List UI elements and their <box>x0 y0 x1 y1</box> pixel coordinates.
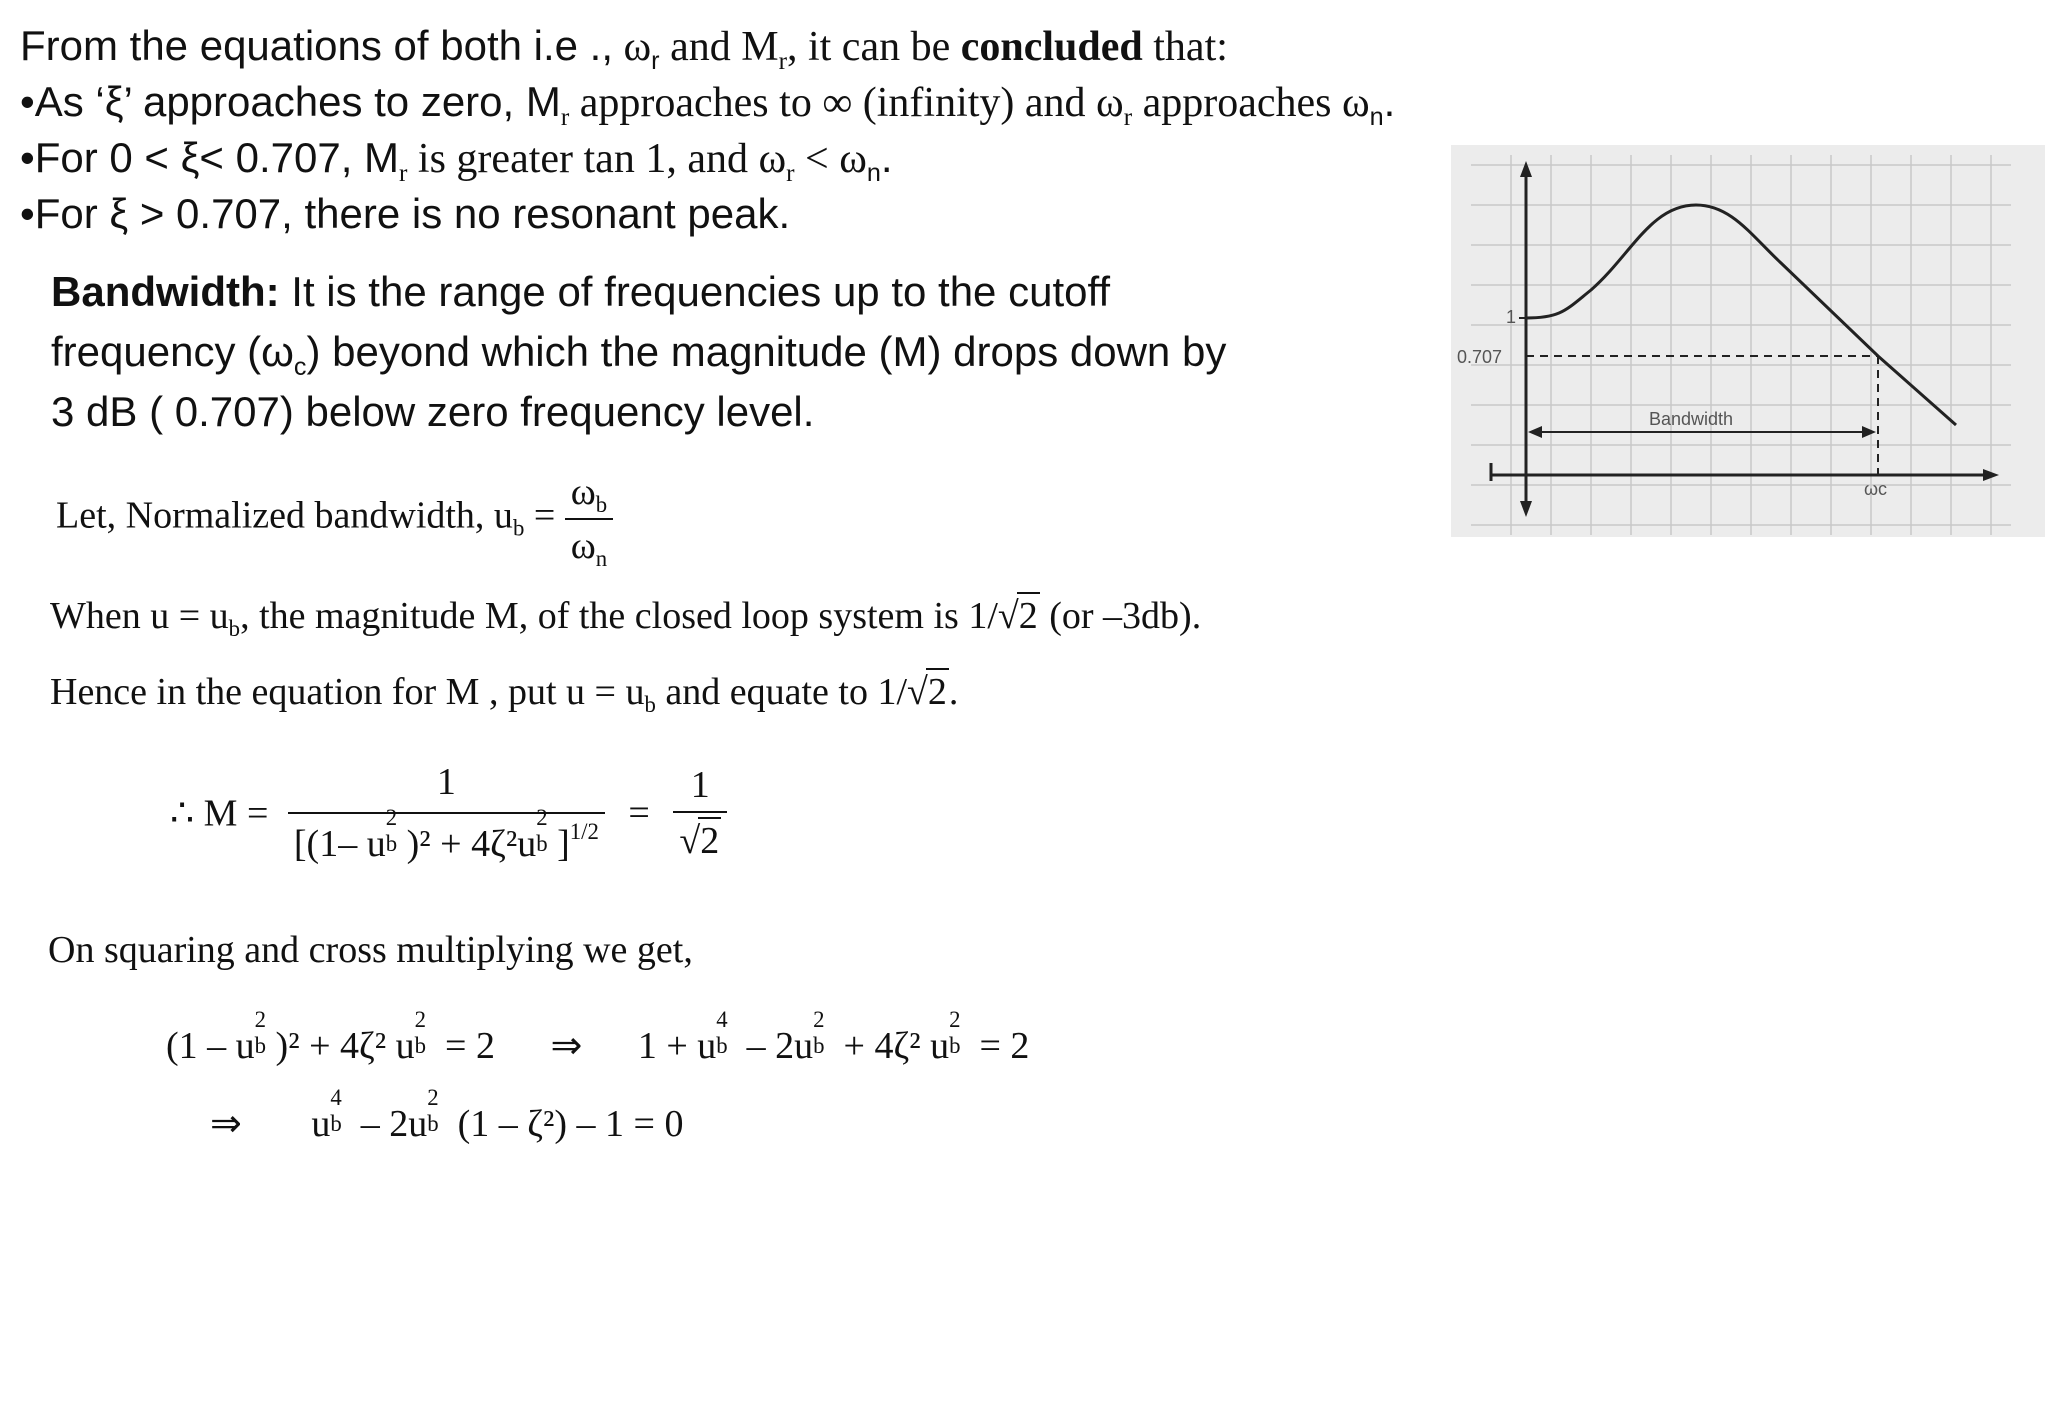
hence-text-b: and equate to 1/ <box>665 671 908 713</box>
subscript-r: r <box>786 159 795 187</box>
and-text: and <box>670 24 731 70</box>
let-text: Let, Normalized bandwidth, u <box>56 494 513 537</box>
hence-line: Hence in the equation for M , put $u = u_b$ and equate to 1/√2. <box>50 668 958 714</box>
period: . <box>880 134 893 181</box>
omega-symbol: ω <box>758 136 787 182</box>
m-equation <box>170 760 727 866</box>
final-equation: ⇒ u 4 b – 2u 2 b (1 – ζ²) – 1 = 0 <box>210 1085 684 1145</box>
bullet-2-c: < ω <box>805 136 867 182</box>
bullet-3: •For ξ > 0.707, there is no resonant peak. <box>20 190 791 237</box>
bandwidth-term: Bandwidth: <box>51 268 280 315</box>
m-numerator: 1 <box>288 760 605 814</box>
implies-arrow: ⇒ <box>210 1103 242 1145</box>
hence-text-c: . <box>948 671 959 713</box>
subscript-n: n <box>1369 102 1384 131</box>
sqrt2-numerator: 1 <box>673 763 727 813</box>
squaring-line: On squaring and cross multiplying we get, <box>48 929 693 971</box>
when-line: When $u = u_b$, the magnitude M, of the closed loop system is 1/√2 (or –3db). <box>50 592 1201 638</box>
implies-arrow: ⇒ <box>550 1025 583 1067</box>
sqrt2-denominator: √2 <box>673 813 727 863</box>
bullet-2-a: •For 0 < ξ< 0.707, M <box>20 134 400 181</box>
bandwidth-arrow-right <box>1862 426 1876 438</box>
subscript-r: r <box>560 103 570 131</box>
omega-symbol: ω <box>623 24 652 70</box>
intro-text: From the equations of both i.e ., <box>20 22 614 69</box>
when-text-b: , the magnitude M, of the closed loop system is 1/ <box>240 595 998 637</box>
concluded-bold: concluded <box>960 24 1143 70</box>
subscript-b: b <box>644 691 656 717</box>
bullet-2 <box>20 134 893 187</box>
equals-sign: = <box>628 792 650 834</box>
ub-numerator: $\omega_b$ <box>565 470 613 520</box>
bandwidth-line-2 <box>51 328 1227 381</box>
bullet-1-c: approaches ω <box>1142 80 1370 126</box>
bullet-2-b: is greater tan 1, and <box>417 136 748 182</box>
subscript-r: r <box>651 46 660 75</box>
sqrt2-fraction <box>673 763 727 863</box>
half-exponent: 1/2 <box>569 818 599 844</box>
bandwidth-line-1 <box>51 268 1110 316</box>
bandwidth-text-2b: ) beyond which the magnitude (M) drops down by <box>306 328 1227 375</box>
therefore-m: ∴ M = <box>170 792 269 835</box>
ub-fraction <box>565 470 613 571</box>
bandwidth-graph-svg <box>1451 145 2045 537</box>
bullet-1 <box>20 78 1396 131</box>
bullet-1-b: approaches to ∞ (infinity) and ω <box>579 80 1124 126</box>
expanded-equation: (1 – u 2 b )² + 4ζ² u 2 b = 2 ⇒ 1 + u 4 b – 2u 2 b + 4ζ² u 2 b = 2 <box>166 1007 1030 1067</box>
label-1: 1 <box>1506 307 1517 327</box>
sqrt-2: 2 <box>926 668 949 714</box>
subscript-r: r <box>1123 103 1133 131</box>
let-normalized-bandwidth <box>56 470 613 571</box>
subscript-b: b <box>512 515 525 541</box>
conclusion-intro-line <box>20 22 1228 75</box>
intro-text-2: it can be <box>807 24 951 70</box>
label-0707: 0.707 <box>1457 347 1503 367</box>
period: . <box>1383 78 1396 125</box>
label-bandwidth: Bandwidth <box>1649 409 1734 429</box>
y-axis-arrow-up <box>1520 161 1532 177</box>
subscript-c: c <box>293 352 307 381</box>
bandwidth-graph <box>1451 145 2045 537</box>
label-omega-c: ωc <box>1864 479 1888 499</box>
subscript-r: r <box>399 159 408 187</box>
subscript-n: n <box>866 158 881 187</box>
ub-denominator: $\omega_n$ <box>570 525 608 571</box>
bandwidth-text-2a: frequency (ω <box>51 328 294 375</box>
bandwidth-text-1: It is the range of frequencies up to the cutoff <box>291 268 1111 315</box>
grid <box>1471 155 2011 535</box>
sqrt-2: 2 <box>1017 592 1040 638</box>
m-denominator: [(1– u 2 b )² + 4ζ²u 2 b ]$^{1/2}$ <box>293 805 599 865</box>
m-symbol: $M_r$, <box>741 24 798 75</box>
equals-sign: = <box>533 494 556 537</box>
y-axis-arrow-down <box>1520 501 1532 517</box>
hence-text-a: Hence in the equation for M , put u = u <box>50 671 645 713</box>
when-text-c: (or –3db). <box>1049 595 1202 637</box>
bandwidth-line-3: 3 dB ( 0.707) below zero frequency level. <box>51 388 815 435</box>
when-text-a: When u = u <box>50 595 229 637</box>
bullet-1-a: •As ‘ξ’ approaches to zero, M <box>20 78 561 125</box>
subscript-b: b <box>228 615 241 641</box>
m-fraction <box>288 760 605 866</box>
bandwidth-arrow-left <box>1528 426 1542 438</box>
intro-text-3: that: <box>1153 24 1228 70</box>
